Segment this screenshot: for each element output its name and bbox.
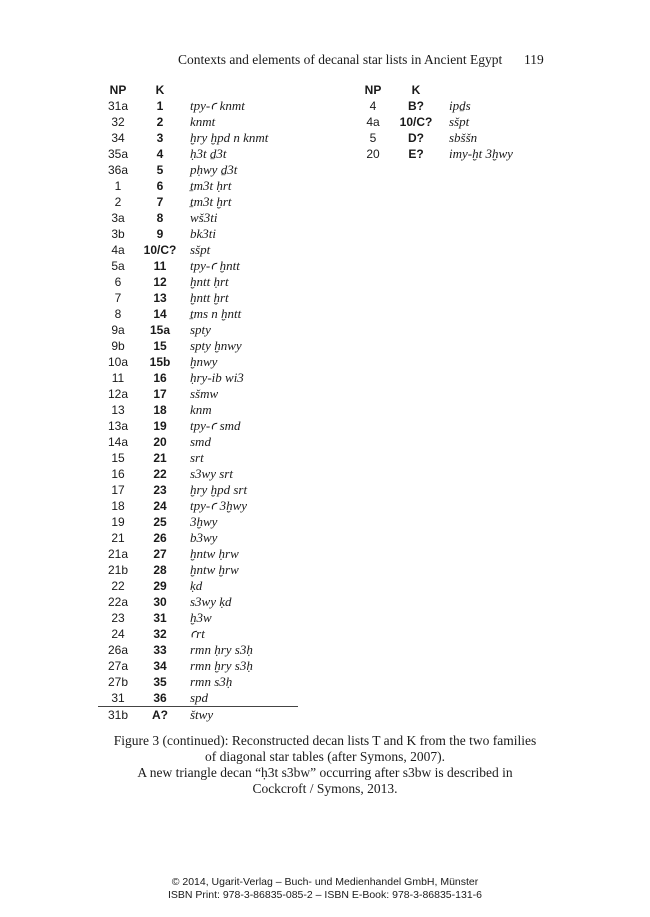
table-row [98, 674, 298, 690]
table-row [98, 578, 298, 594]
decan-name-cell: tpy-ꜥ ḫntt [190, 258, 240, 273]
np-cell: 27b [107, 675, 129, 689]
k-cell: 33 [153, 643, 167, 657]
decan-name-cell: imy-ḫt 3ḫwy [449, 146, 513, 161]
table-row [98, 562, 298, 578]
table-row [98, 306, 298, 322]
table-row [98, 322, 298, 338]
k-cell: A? [138, 707, 182, 724]
np-cell: 13a [107, 419, 129, 433]
k-cell: 28 [153, 563, 167, 577]
caption-line: of diagonal star tables (after Symons, 2007). [205, 749, 445, 764]
table-row [98, 514, 298, 530]
column-header-k: K [155, 83, 165, 97]
k-cell: 21 [153, 451, 167, 465]
decan-name-cell: wš3ti [190, 210, 218, 225]
table-row [98, 242, 298, 258]
decan-name-cell: ḫry ḫpd n knmt [190, 130, 269, 145]
k-cell: 6 [156, 179, 164, 193]
decan-name-cell: spd [190, 690, 209, 705]
k-cell: 24 [153, 499, 167, 513]
k-cell: 15b [149, 355, 171, 369]
table-row [98, 162, 298, 178]
decan-name-cell: ḫntt ḫrt [190, 290, 229, 305]
decan-name-cell: 3ḫwy [190, 514, 218, 529]
np-cell: 22 [111, 579, 125, 593]
k-cell: 23 [153, 483, 167, 497]
np-cell: 13 [111, 403, 125, 417]
decan-name-cell: ḥ3t ḏ3t [190, 146, 227, 161]
decan-name-cell: rmn ḫry s3ḥ [190, 658, 253, 673]
np-cell: 8 [114, 307, 122, 321]
decan-name-cell: sšpt [190, 242, 211, 257]
table-row [98, 130, 298, 146]
np-cell: 31b [98, 707, 138, 724]
np-cell: 27a [107, 659, 129, 673]
k-cell: 14 [153, 307, 167, 321]
np-cell: 21 [111, 531, 125, 545]
table-row [98, 482, 298, 498]
k-cell: D? [408, 131, 424, 145]
decan-name-cell: ṯm3t ḥrt [190, 178, 232, 193]
np-cell: 7 [114, 291, 122, 305]
k-cell: 8 [156, 211, 164, 225]
k-cell: 19 [153, 419, 167, 433]
k-cell: 4 [156, 147, 164, 161]
k-cell: 25 [153, 515, 167, 529]
k-cell: 30 [153, 595, 167, 609]
np-cell: 21b [107, 563, 129, 577]
np-cell: 4a [366, 115, 380, 129]
np-cell: 11 [111, 371, 125, 385]
k-cell: B? [408, 99, 424, 113]
k-cell: 16 [153, 371, 167, 385]
decan-name-cell: srt [190, 450, 204, 465]
table-row [98, 226, 298, 242]
decan-name-cell: s3wy ḳd [190, 594, 232, 609]
np-cell: 3b [111, 227, 125, 241]
decan-name-cell: ṯm3t ḫrt [190, 194, 232, 209]
decan-table-left-body [98, 98, 298, 723]
decan-name-cell: ḫntw ḥrw [190, 546, 239, 561]
np-cell: 22a [107, 595, 129, 609]
table-row [98, 338, 298, 354]
k-cell: 12 [153, 275, 167, 289]
table-row [98, 194, 298, 210]
k-cell: 34 [153, 659, 167, 673]
table-row [98, 354, 298, 370]
k-cell: 10/C? [399, 115, 433, 129]
decan-name-cell: rmn ḥry s3ḥ [190, 642, 253, 657]
np-cell: 34 [111, 131, 125, 145]
column-header-name [441, 82, 530, 98]
k-cell: 7 [156, 195, 164, 209]
table-row [98, 546, 298, 562]
k-cell: 22 [153, 467, 167, 481]
k-cell: 15 [153, 339, 167, 353]
table-row [98, 402, 298, 418]
decan-name-cell: spty ḫnwy [190, 338, 242, 353]
k-cell: 13 [153, 291, 167, 305]
k-cell: 35 [153, 675, 167, 689]
np-cell: 3a [111, 211, 125, 225]
np-cell: 9a [111, 323, 125, 337]
k-cell: 26 [153, 531, 167, 545]
np-cell: 36a [107, 163, 129, 177]
k-cell: 15a [149, 323, 171, 337]
table-row [98, 274, 298, 290]
table-row [98, 466, 298, 482]
k-cell: 17 [153, 387, 167, 401]
decan-name-cell: sbššn [449, 130, 478, 145]
decan-name-cell: knmt [190, 114, 216, 129]
caption-line: A new triangle decan “ḥ3t s3bw” occurring after s3bw is described in [137, 765, 513, 780]
np-cell: 5a [111, 259, 125, 273]
table-row [98, 290, 298, 306]
np-cell: 14a [107, 435, 129, 449]
k-cell: 2 [156, 115, 164, 129]
table-row [98, 642, 298, 658]
table-row [98, 626, 298, 642]
k-cell: E? [408, 147, 424, 161]
np-cell: 21a [107, 547, 129, 561]
decan-name-cell: ḳd [190, 578, 203, 593]
decan-name-cell: ḫnwy [190, 354, 218, 369]
np-cell: 32 [111, 115, 125, 129]
np-cell: 4 [369, 99, 377, 113]
np-cell: 23 [111, 611, 125, 625]
k-cell: 10/C? [143, 243, 177, 257]
np-cell: 4a [111, 243, 125, 257]
decan-table-right [355, 82, 530, 162]
table-row [98, 610, 298, 626]
table-row [98, 178, 298, 194]
np-cell: 5 [369, 131, 377, 145]
k-cell: 31 [153, 611, 167, 625]
k-cell: 9 [156, 227, 164, 241]
k-cell: 11 [153, 259, 167, 273]
k-cell: 27 [153, 547, 167, 561]
page-number: 119 [524, 52, 544, 67]
table-row [98, 370, 298, 386]
decan-name-cell: b3wy [190, 530, 218, 545]
np-cell: 6 [114, 275, 122, 289]
table-row [98, 658, 298, 674]
decan-name-cell: ḫntt ḥrt [190, 274, 229, 289]
table-row [355, 114, 530, 130]
figure-caption [60, 733, 590, 797]
table-row [98, 498, 298, 514]
caption-line: Figure 3 (continued): Reconstructed decan lists T and K from the two families [113, 733, 537, 748]
decan-name-cell: tpy-ꜥ knmt [190, 98, 245, 113]
k-cell: 3 [156, 131, 164, 145]
k-cell: 20 [153, 435, 167, 449]
table-row [98, 418, 298, 434]
np-cell: 20 [366, 147, 380, 161]
decan-name-cell: pḥwy ḏ3t [190, 162, 238, 177]
footer-line: © 2014, Ugarit-Verlag – Buch- und Medienhandel GmbH, Münster [171, 876, 479, 888]
np-cell: 9b [111, 339, 125, 353]
column-header-np: NP [364, 83, 382, 97]
np-cell: 35a [107, 147, 129, 161]
np-cell: 24 [111, 627, 125, 641]
decan-name-cell: štwy [182, 707, 298, 724]
decan-name-cell: ḥry-ib wi3 [190, 370, 244, 385]
np-cell: 15 [111, 451, 125, 465]
np-cell: 18 [111, 499, 125, 513]
np-cell: 1 [114, 179, 122, 193]
table-header-row [98, 82, 298, 98]
caption-line: Cockcroft / Symons, 2013. [252, 781, 398, 796]
k-cell: 32 [153, 627, 167, 641]
k-cell: 5 [156, 163, 164, 177]
np-cell: 19 [111, 515, 125, 529]
table-row [98, 450, 298, 466]
decan-name-cell: sšpt [449, 114, 470, 129]
table-row [98, 114, 298, 130]
column-header-np: NP [109, 83, 127, 97]
column-header-name [182, 82, 298, 98]
np-cell: 12a [107, 387, 129, 401]
np-cell: 31a [107, 99, 129, 113]
k-cell: 18 [153, 403, 167, 417]
decan-name-cell: ḫ3w [190, 610, 212, 625]
np-cell: 26a [107, 643, 129, 657]
table-row [355, 130, 530, 146]
decan-name-cell: tpy-ꜥ smd [190, 418, 241, 433]
k-cell: 36 [153, 691, 167, 705]
decan-name-cell: sšmw [190, 386, 219, 401]
footer-line: ISBN Print: 978-3-86835-085-2 – ISBN E-Book: 978-3-86835-131-6 [167, 889, 482, 901]
table-row [98, 707, 298, 724]
table-header-row [355, 82, 530, 98]
decan-name-cell: rmn s3ḥ [190, 674, 233, 689]
np-cell: 17 [111, 483, 125, 497]
decan-name-cell: ꜥrt [190, 626, 205, 641]
table-row [98, 210, 298, 226]
np-cell: 31 [111, 691, 125, 705]
decan-name-cell: ḫry ḫpd srt [190, 482, 248, 497]
decan-name-cell: smd [190, 434, 211, 449]
decan-name-cell: tpy-ꜥ 3ḫwy [190, 498, 248, 513]
decan-name-cell: ṯms n ḫntt [190, 306, 242, 321]
running-header-title: Contexts and elements of decanal star lists in Ancient Egypt [178, 52, 503, 67]
copyright-footer [0, 876, 650, 902]
running-header [0, 52, 650, 70]
decan-name-cell: bk3ti [190, 226, 216, 241]
table-row [98, 146, 298, 162]
np-cell: 2 [114, 195, 122, 209]
table-row [98, 594, 298, 610]
decan-name-cell: ipḏs [449, 98, 471, 113]
decan-name-cell: spty [190, 322, 211, 337]
np-cell: 16 [111, 467, 125, 481]
table-row [98, 690, 298, 707]
decan-name-cell: s3wy srt [190, 466, 233, 481]
k-cell: 29 [153, 579, 167, 593]
decan-name-cell: knm [190, 402, 212, 417]
column-header-k: K [411, 83, 421, 97]
decan-name-cell: ḫntw ḫrw [190, 562, 239, 577]
table-row [355, 146, 530, 162]
table-row [98, 530, 298, 546]
table-row [98, 434, 298, 450]
table-row [355, 98, 530, 114]
table-row [98, 386, 298, 402]
k-cell: 1 [156, 99, 164, 113]
decan-table-left [98, 82, 298, 723]
table-row [98, 258, 298, 274]
table-row [98, 98, 298, 114]
np-cell: 10a [107, 355, 129, 369]
decan-table-right-body [355, 98, 530, 162]
